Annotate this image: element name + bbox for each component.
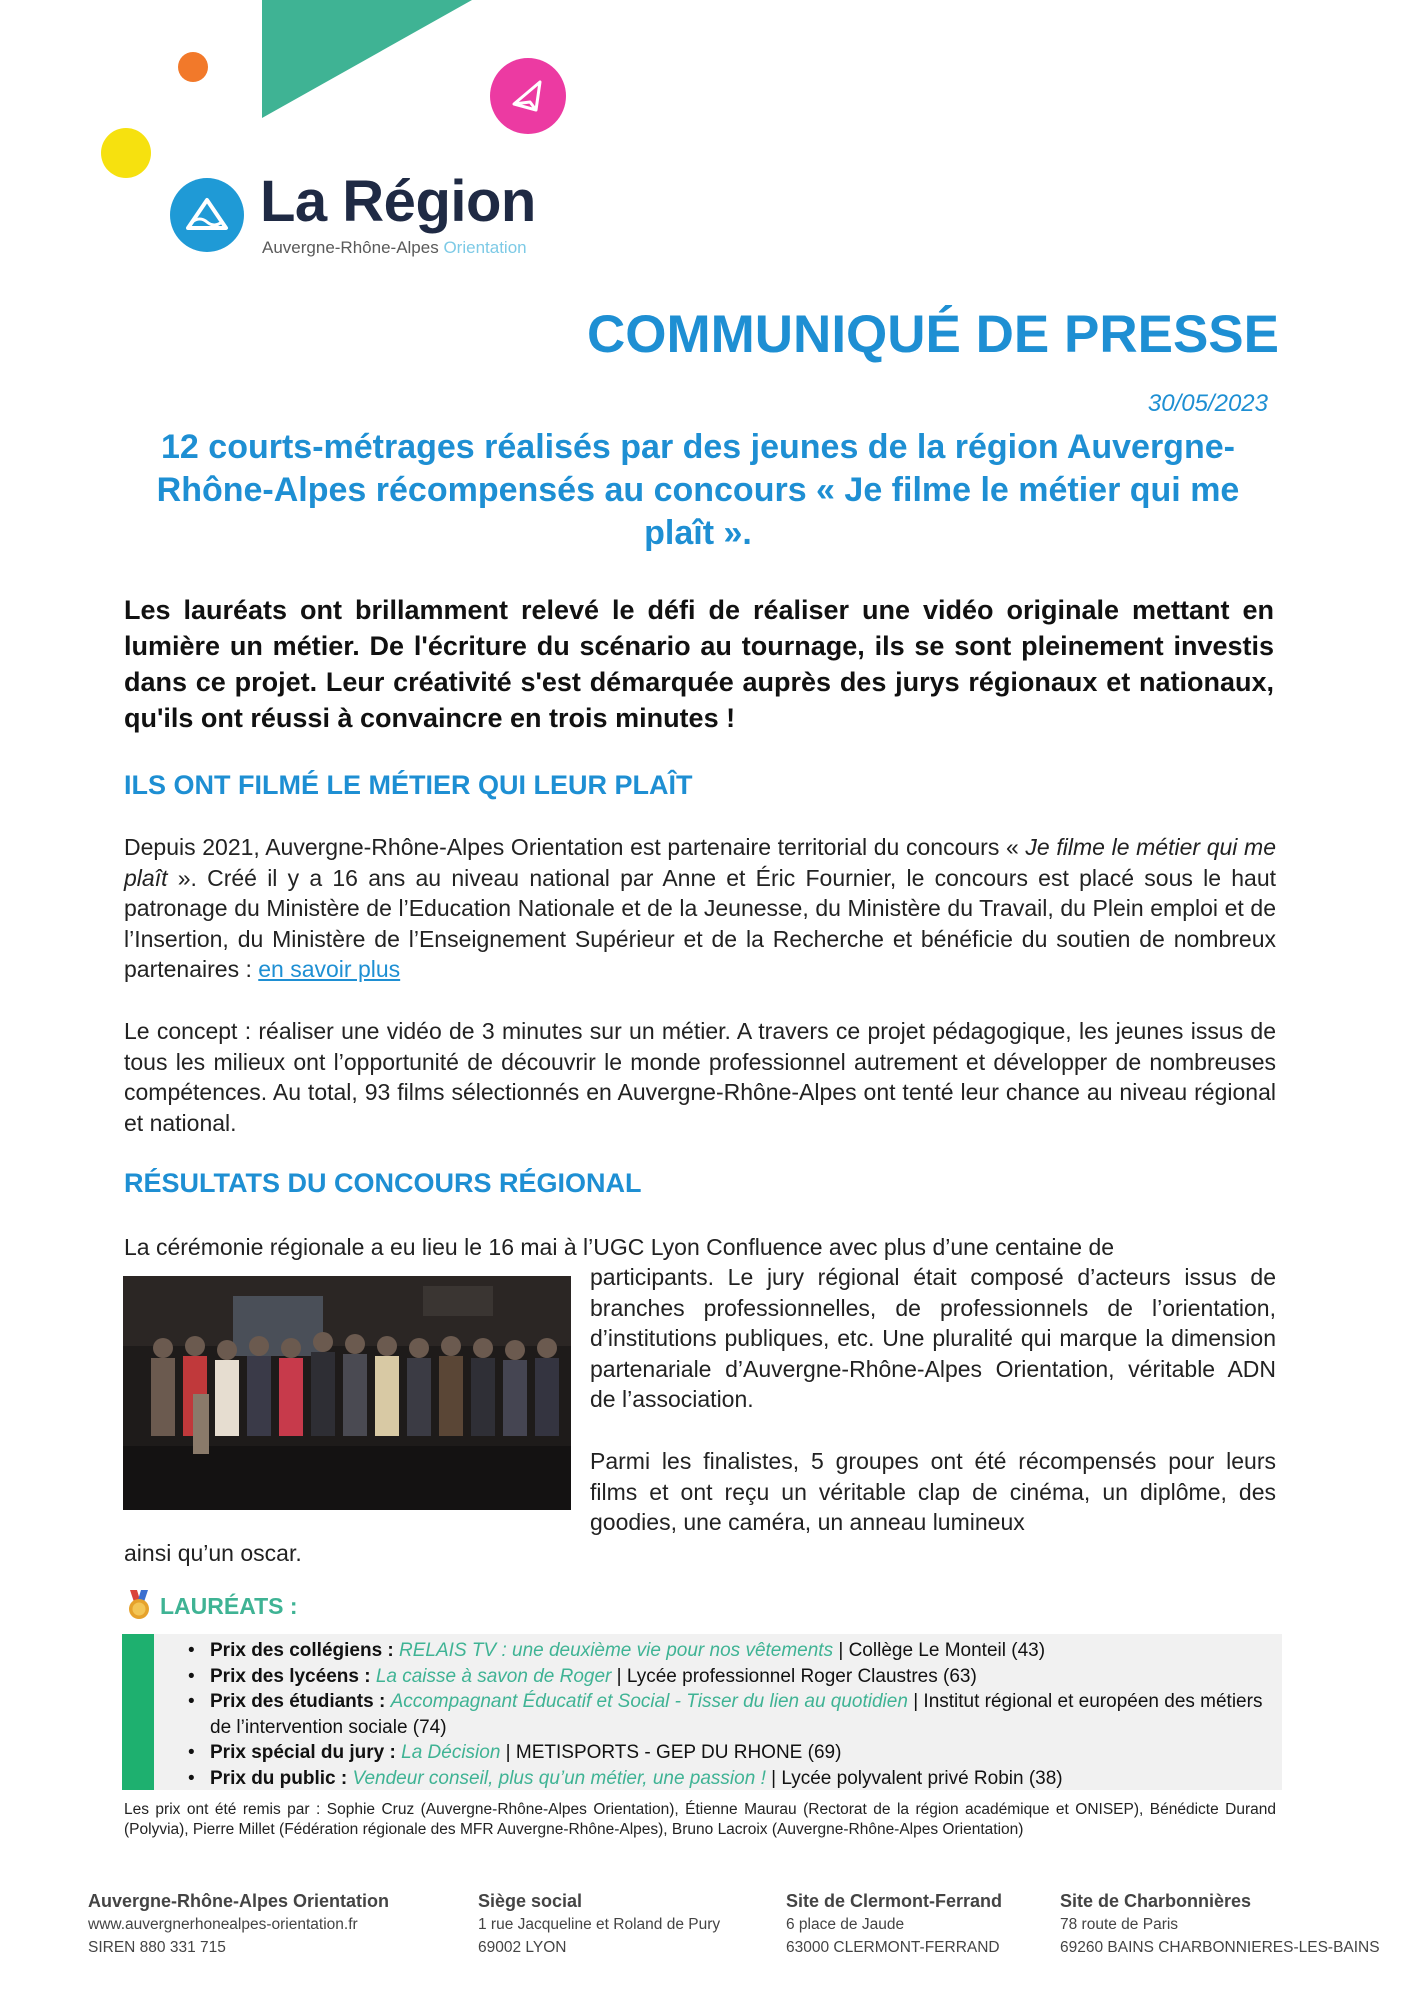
footer-title: Site de Charbonnières [1060,1891,1252,1911]
section2-paragraph2-tail: ainsi qu’un oscar. [124,1540,302,1566]
laureat-item [182,1664,1272,1690]
p1-contest-name: Je filme le métier qui me plaît [124,834,1276,891]
footer-clermont [786,1890,1002,1959]
film-title: La caisse à savon de Roger [375,1665,612,1687]
film-title: RELAIS TV : une deuxième vie pour nos vêtements [399,1640,834,1661]
ceremony-photo [123,1276,571,1510]
prize-label: Prix des collégiens : [210,1640,394,1661]
section-heading-resultats: RÉSULTATS DU CONCOURS RÉGIONAL [124,1168,642,1198]
decorative-orange-dot [178,52,208,82]
laureat-school: | METISPORTS - GEP DU RHONE (69) [500,1742,842,1763]
section2-paragraph2: Parmi les finalistes, 5 groupes ont été récompensés pour leurs films et ont reçu un véritable clap de cinéma, un diplôme, des goodies, une caméra, un anneau lumineux [590,1448,1276,1535]
medal-icon [126,1590,152,1620]
prize-label: Prix des lycéens : [210,1665,371,1687]
laureats-heading [126,1590,298,1620]
film-title: Accompagnant Éducatif et Social - Tisser du lien au quotidien [390,1691,908,1712]
prize-label: Prix des étudiants : [210,1691,386,1712]
press-release-date: 30/05/2023 [1147,390,1268,417]
footer-siege [478,1890,720,1959]
footer-line: 69260 BAINS CHARBONNIERES-LES-BAINS [1060,1939,1380,1956]
decorative-yellow-dot [101,128,151,178]
laureats-box [122,1634,1282,1790]
section2-paragraph1-rest: participants. Le jury régional était composé d’acteurs issus de branches professionnelles, de professionnels de l’orientation, d’institutions publiques, etc. Une pluralité qui marque la dimension partenariale d’Auvergne-Rhône-Alpes Orientation, véritable ADN de l’association. [590,1264,1276,1412]
film-title: Vendeur conseil, plus qu’un métier, une passion ! [352,1767,766,1789]
laureat-item [182,1638,1272,1664]
brand-sub-accent: Orientation [443,238,527,257]
laureat-item [182,1689,1272,1740]
brand-mountain-icon [170,178,244,252]
laureat-item [182,1766,1272,1792]
laureat-item [182,1740,1272,1766]
footer-line: SIREN 880 331 715 [88,1939,226,1956]
section1-paragraph2: Le concept : réaliser une vidéo de 3 minutes sur un métier. A travers ce projet pédagogique, les jeunes issus de tous les milieux ont l’opportunité de découvrir le monde professionnel autrement et développer de nombreuses compétences. Au total, 93 films sélectionnés en Auvergne-Rhône-Alpes ont tenté leur chance au niveau régional et national. [124,1018,1276,1136]
award-credits: Les prix ont été remis par : Sophie Cruz (Auvergne-Rhône-Alpes Orientation), Étienne Maurau (Rectorat de la région académique et ONISEP), Bénédicte Durand (Polyvia), Pierre Millet (Fédération régionale des MFR Auvergne-Rhône-Alpes), Bruno Lacroix (Auvergne-Rhône-Alpes Orientation) [124,1801,1276,1838]
footer-organisation [88,1890,389,1959]
footer-line: www.auvergnerhonealpes-orientation.fr [88,1916,358,1933]
footer-line: 78 route de Paris [1060,1916,1179,1933]
laureats-list [182,1638,1272,1791]
lead-paragraph: Les lauréats ont brillamment relevé le défi de réaliser une vidéo originale mettant en lumière un métier. De l'écriture du scénario au tournage, ils se sont pleinement investis dans ce projet. Leur créativité s'est démarquée auprès des jurys régionaux et nationaux, qu'ils ont réussi à convaincre en trois minutes ! [124,595,1274,733]
brand-sub-main: Auvergne-Rhône-Alpes [262,238,439,257]
p1-text-b: ». Créé il y a 16 ans au niveau national par Anne et Éric Fournier, le concours est placé sous le haut patronage du Ministère de l’Education Nationale et de la Jeunesse, du Ministère du Travail, du Plein emploi et de l’Insertion, du Ministère de l’Enseignement Supérieur et de la Recherche et bénéficie du soutien de nombreux partenaires : [124,864,1276,982]
section-heading-filme: ILS ONT FILMÉ LE MÉTIER QUI LEUR PLAÎT [124,770,693,800]
footer-charbonnieres [1060,1890,1380,1959]
footer-title: Siège social [478,1891,583,1911]
footer-line: 69002 LYON [478,1939,567,1956]
press-release-title: COMMUNIQUÉ DE PRESSE [586,305,1279,364]
paper-plane-icon [490,58,566,134]
prize-label: Prix du public : [210,1767,348,1789]
section1-paragraph1 [124,832,1276,985]
laureat-school: | Institut régional et européen des métiers de l’intervention sociale (74) [210,1691,1263,1738]
section2-paragraph1-first-line: La cérémonie régionale a eu lieu le 16 mai à l’UGC Lyon Confluence avec plus d’une centaine de [124,1234,1115,1260]
footer-line: 6 place de Jaude [786,1916,905,1933]
laureats-heading-text: LAURÉATS : [160,1593,298,1619]
decorative-green-triangle [262,0,472,118]
footer-title: Site de Clermont-Ferrand [786,1891,1003,1911]
brand-name: La Région [260,169,536,234]
laureats-box-accent-bar [122,1634,154,1790]
brand-subtitle [262,238,527,258]
laureat-school: | Lycée polyvalent privé Robin (38) [765,1767,1063,1789]
film-title: La Décision [401,1742,501,1763]
headline: 12 courts-métrages réalisés par des jeunes de la région Auvergne-Rhône-Alpes récompensés au concours « Je filme le métier qui me plaît ». [156,428,1240,552]
footer-title: Auvergne-Rhône-Alpes Orientation [88,1891,390,1911]
prize-label: Prix spécial du jury : [210,1742,396,1763]
p1-text-a: Depuis 2021, Auvergne-Rhône-Alpes Orientation est partenaire territorial du concours « [124,834,1026,860]
footer-line: 63000 CLERMONT-FERRAND [786,1939,1000,1956]
laureat-school: | Lycée professionnel Roger Claustres (63) [611,1665,977,1687]
footer-line: 1 rue Jacqueline et Roland de Pury [478,1916,721,1933]
laureat-school: | Collège Le Monteil (43) [833,1640,1046,1661]
learn-more-link[interactable]: en savoir plus [258,956,401,982]
